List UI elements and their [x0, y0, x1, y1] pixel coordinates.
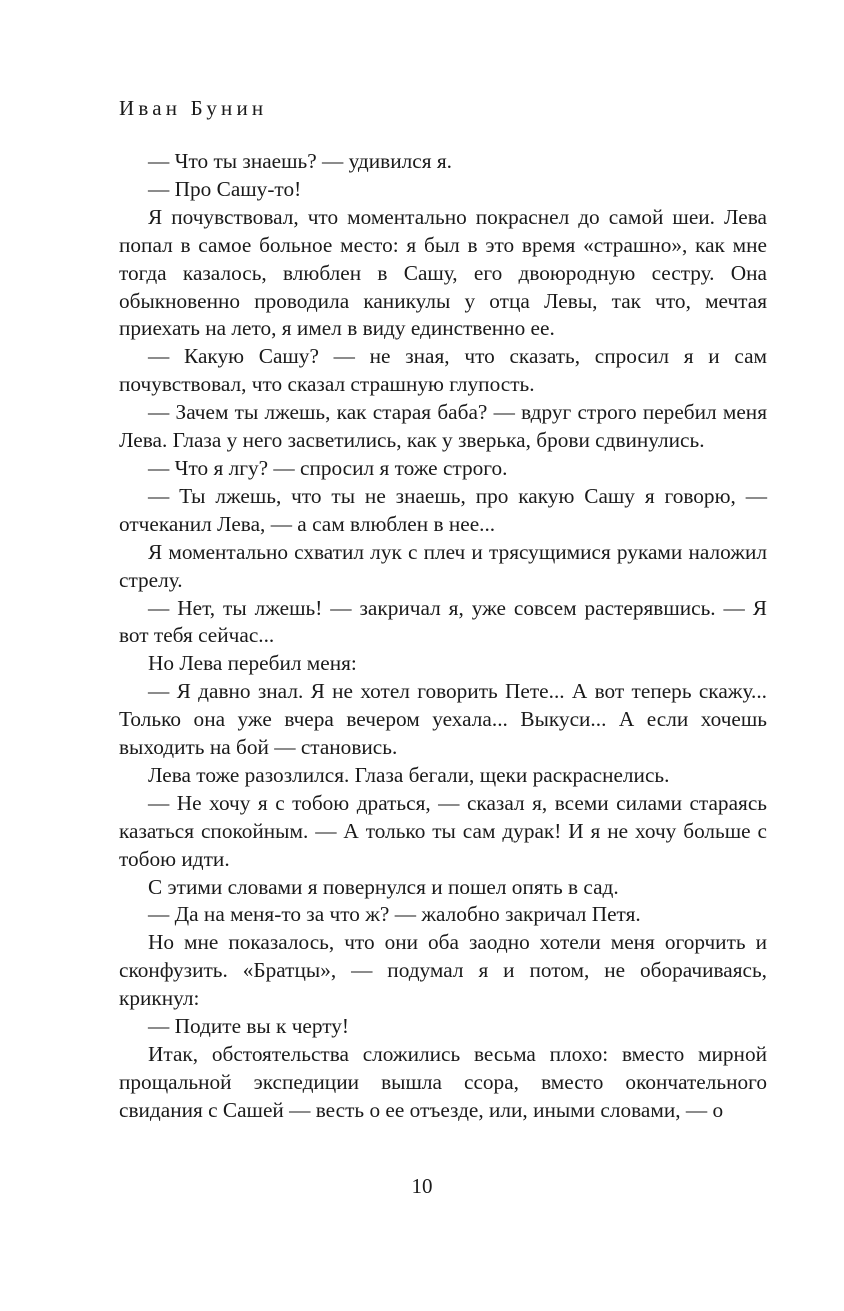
paragraph: С этими словами я повернулся и пошел опять в сад.	[148, 874, 619, 899]
paragraph: Но мне показалось, что они оба заодно хотели меня огорчить и сконфузить. «Братцы», — подумал я и потом, не оборачиваясь, крикнул:	[119, 930, 767, 1011]
paragraph: — Нет, ты лжешь! — закричал я, уже совсем растерявшись. — Я вот тебя сейчас...	[119, 595, 767, 648]
paragraph: — Зачем ты лжешь, как старая баба? — вдруг строго перебил меня Лева. Глаза у него засветились, как у зверька, брови сдвинулись.	[119, 400, 767, 453]
paragraph: — Какую Сашу? — не зная, что сказать, спросил я и сам почувствовал, что сказал страшную глупость.	[119, 344, 767, 397]
running-head-author: Иван Бунин	[119, 96, 268, 120]
paragraph: Лева тоже разозлился. Глаза бегали, щеки раскраснелись.	[148, 762, 670, 787]
paragraph: Я почувствовал, что моментально покраснел до самой шеи. Лева попал в самое больное место: я был в это время «страшно», как мне тогда казалось, влюблен в Сашу, его двоюродную сестру. Она обыкновенно проводила каникулы у отца Левы, так что, мечтая приехать на лето, я имел в виду единственно ее.	[119, 204, 767, 341]
page-number: 10	[411, 1174, 433, 1198]
paragraph: — Ты лжешь, что ты не знаешь, про какую Сашу я говорю, — отчеканил Лева, — а сам влюблен в нее...	[119, 483, 767, 536]
body-text	[119, 148, 767, 1125]
paragraph: — Не хочу я с тобою драться, — сказал я, всеми силами стараясь казаться спокойным. — А только ты сам дурак! И я не хочу больше с тобою идти.	[119, 790, 767, 871]
paragraph: Итак, обстоятельства сложились весьма плохо: вместо мирной прощальной экспедиции вышла ссора, вместо окончательного свидания с Сашей — весть о ее отъезде, или, иными словами, — о	[119, 1042, 767, 1122]
paragraph: Но Лева перебил меня:	[148, 651, 357, 676]
paragraph: — Я давно знал. Я не хотел говорить Пете... А вот теперь скажу... Только она уже вчера вечером уехала... Выкуси... А если хочешь выходить на бой — становись.	[119, 679, 767, 760]
paragraph: — Что ты знаешь? — удивился я.	[148, 149, 452, 173]
paragraph: — Подите вы к черту!	[148, 1014, 350, 1039]
paragraph: — Что я лгу? — спросил я тоже строго.	[148, 455, 508, 480]
paragraph: — Да на меня-то за что ж? — жалобно закричал Петя.	[148, 902, 641, 927]
paragraph: — Про Сашу-то!	[148, 176, 302, 201]
paragraph: Я моментально схватил лук с плеч и трясущимися руками наложил стрелу.	[119, 539, 767, 592]
